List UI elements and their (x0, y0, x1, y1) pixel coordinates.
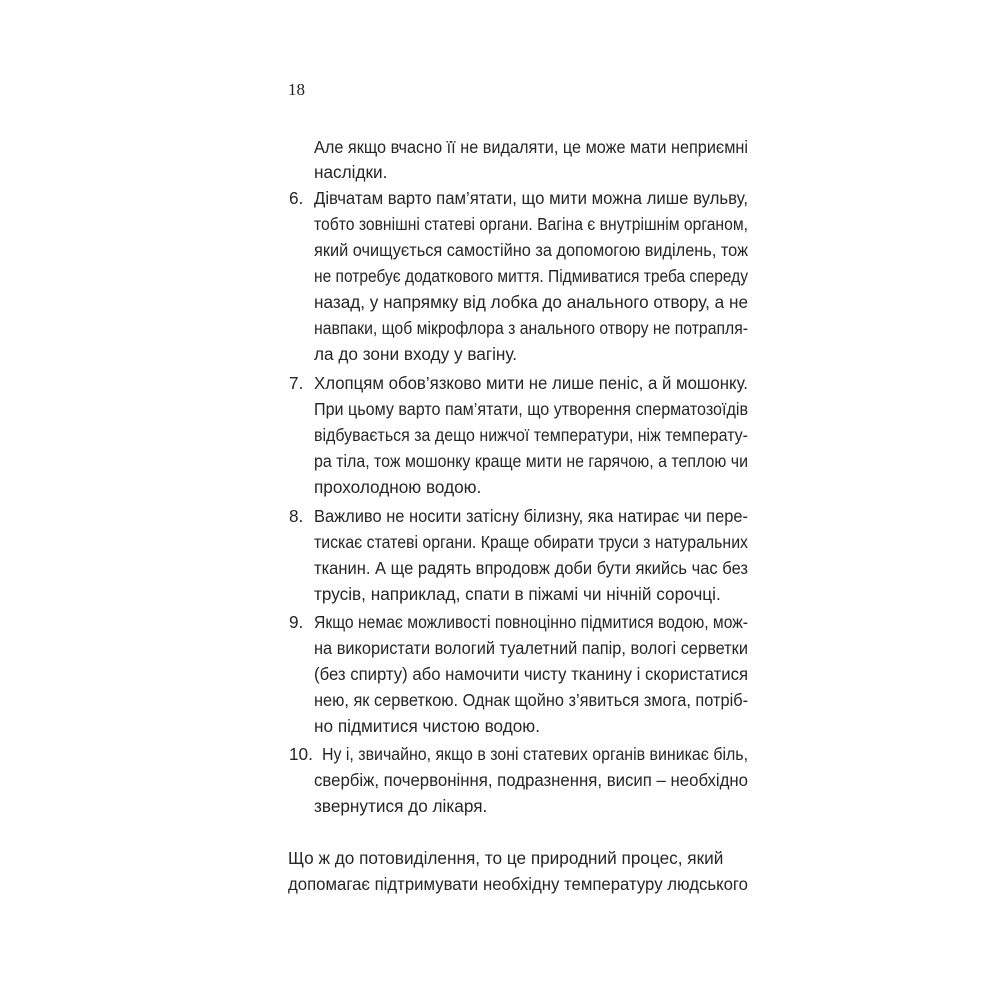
paragraph-line: допомагає підтримувати необхідну температуру людського (288, 874, 748, 894)
list-item-line: навпаки, щоб мікрофлора з анального отвору не потрапля- (314, 318, 749, 338)
list-item-number: 8. (289, 506, 304, 526)
list-item-line: трусів, наприклад, спати в піжамі чи нічній сорочці. (314, 584, 721, 604)
list-item-line: тискає статеві органи. Краще обирати труси з натуральних (314, 532, 748, 552)
list-item-line: свербіж, почервоніння, подразнення, висип – необхідно (314, 770, 749, 790)
list-item-line: ла до зони входу у вагіну. (314, 344, 518, 364)
list-item-line: тобто зовнішні статеві органи. Вагіна є внутрішнім органом, (314, 214, 748, 234)
list-item-line: нею, як серветкою. Однак щойно з’явиться змога, потріб- (314, 690, 749, 710)
list-item-line: Дівчатам варто пам’ятати, що мити можна лише вульву, (314, 188, 749, 208)
list-item-number: 6. (289, 188, 304, 208)
list-item-line: ра тіла, тож мошонку краще мити не гарячою, а теплою чи (314, 451, 748, 471)
list-item-line: прохолодною водою. (314, 477, 482, 497)
list-item-line: відбувається за дещо нижчої температури, ніж температу- (314, 425, 749, 445)
continuation-line: наслідки. (314, 162, 388, 182)
list-item-line: Ну і, звичайно, якщо в зоні статевих органів виникає біль, (322, 744, 749, 764)
list-item-line: який очищується самостійно за допомогою виділень, тож (314, 240, 749, 260)
list-item-line: не потребує додаткового миття. Підмиватися треба спереду (314, 266, 749, 286)
list-item-number: 9. (289, 612, 304, 632)
list-item-line: тканин. А ще радять впродовж доби бути якийсь час без (314, 558, 748, 578)
list-item-line: назад, у напрямку від лобка до анального отвору, а не (314, 292, 749, 312)
page-number: 18 (288, 80, 305, 99)
list-item-number: 10. (289, 744, 313, 764)
list-item-line: на використати вологий туалетний папір, вологі серветки (314, 638, 748, 658)
list-item-line: (без спирту) або намочити чисту тканину і скористатися (314, 664, 749, 684)
list-item-line: Хлопцям обов’язково мити не лише пеніс, а й мошонку. (314, 373, 748, 393)
list-item-line: но підмитися чистою водою. (314, 716, 540, 736)
paragraph-line: Що ж до потовиділення, то це природний процес, який (288, 848, 724, 868)
list-item-line: звернутися до лікаря. (314, 796, 488, 816)
list-item-line: Важливо не носити затісну білизну, яка натирає чи пере- (314, 506, 749, 526)
list-item-line: При цьому варто пам’ятати, що утворення сперматозоїдів (314, 399, 749, 419)
continuation-line: Але якщо вчасно її не видаляти, це може мати неприємні (314, 137, 748, 157)
list-item-line: Якщо немає можливості повноцінно підмитися водою, мож- (314, 612, 749, 632)
list-item-number: 7. (289, 373, 304, 393)
